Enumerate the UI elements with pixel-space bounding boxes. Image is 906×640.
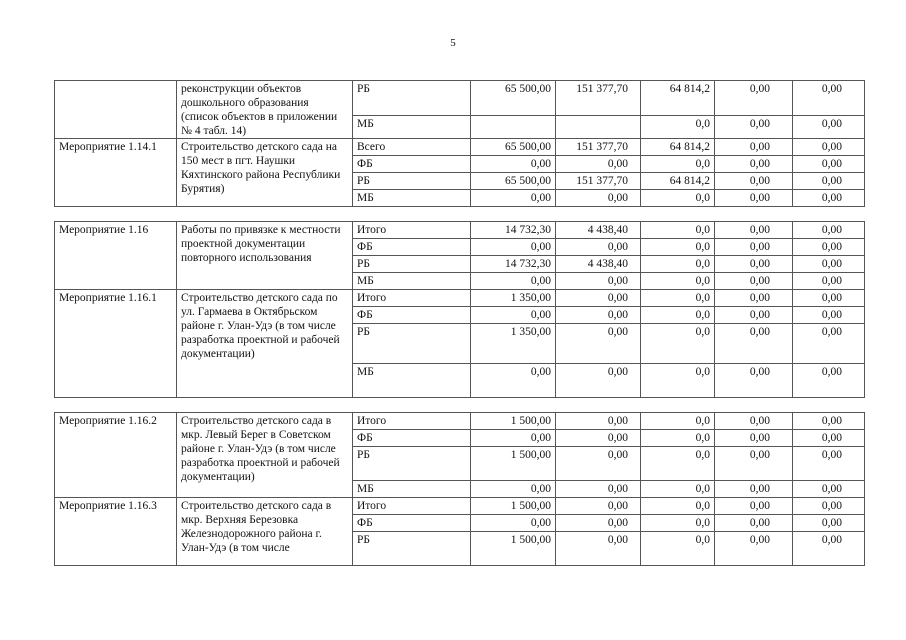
value-cell: 14 732,30 <box>471 256 556 273</box>
value-cell: 0,00 <box>556 156 641 173</box>
value-cell: 0,00 <box>793 273 865 290</box>
value-cell: 0,00 <box>556 364 641 398</box>
source-cell: РБ <box>353 324 471 364</box>
value-cell: 0,00 <box>793 364 865 398</box>
value-cell: 0,00 <box>471 190 556 207</box>
value-cell: 0,00 <box>715 447 793 481</box>
value-cell: 151 377,70 <box>556 139 641 156</box>
value-cell: 0,00 <box>556 498 641 515</box>
value-cell <box>471 115 556 138</box>
value-cell: 0,00 <box>471 156 556 173</box>
source-cell: ФБ <box>353 515 471 532</box>
value-cell: 0,00 <box>793 115 865 138</box>
value-cell: 0,00 <box>793 81 865 116</box>
source-cell: Всего <box>353 139 471 156</box>
value-cell: 0,0 <box>641 430 715 447</box>
value-cell: 0,0 <box>641 364 715 398</box>
source-cell: ФБ <box>353 430 471 447</box>
value-cell: 0,00 <box>793 413 865 430</box>
value-cell: 0,0 <box>641 498 715 515</box>
event-cell: Мероприятие 1.16 <box>55 222 177 290</box>
row-gap <box>55 207 865 222</box>
spacer-cell <box>55 398 865 413</box>
value-cell: 0,00 <box>793 222 865 239</box>
value-cell: 0,0 <box>641 115 715 138</box>
value-cell: 0,0 <box>641 481 715 498</box>
value-cell: 0,00 <box>556 290 641 307</box>
value-cell: 0,00 <box>556 190 641 207</box>
value-cell: 0,00 <box>471 307 556 324</box>
value-cell: 0,00 <box>556 430 641 447</box>
value-cell: 4 438,40 <box>556 222 641 239</box>
value-cell: 0,00 <box>793 481 865 498</box>
value-cell: 0,0 <box>641 222 715 239</box>
value-cell: 0,00 <box>793 447 865 481</box>
value-cell: 0,00 <box>556 307 641 324</box>
source-cell: МБ <box>353 190 471 207</box>
value-cell: 0,00 <box>793 256 865 273</box>
value-cell: 0,0 <box>641 290 715 307</box>
source-cell: МБ <box>353 115 471 138</box>
description-cell: Работы по привязке к местности проектной документации повторного использования <box>177 222 353 290</box>
source-cell: МБ <box>353 481 471 498</box>
value-cell: 0,00 <box>471 481 556 498</box>
value-cell: 0,00 <box>715 156 793 173</box>
value-cell: 0,00 <box>556 515 641 532</box>
value-cell: 0,0 <box>641 515 715 532</box>
value-cell: 0,00 <box>793 532 865 566</box>
event-cell: Мероприятие 1.14.1 <box>55 139 177 207</box>
value-cell: 64 814,2 <box>641 139 715 156</box>
value-cell: 0,0 <box>641 324 715 364</box>
value-cell: 14 732,30 <box>471 222 556 239</box>
value-cell: 0,00 <box>715 222 793 239</box>
value-cell: 0,00 <box>793 239 865 256</box>
value-cell: 0,00 <box>793 324 865 364</box>
table-row <box>55 498 865 515</box>
spacer-cell <box>55 207 865 222</box>
row-gap <box>55 398 865 413</box>
source-cell: ФБ <box>353 307 471 324</box>
value-cell: 65 500,00 <box>471 81 556 116</box>
value-cell: 0,00 <box>471 239 556 256</box>
value-cell <box>556 115 641 138</box>
value-cell: 0,00 <box>793 498 865 515</box>
value-cell: 0,00 <box>715 481 793 498</box>
value-cell: 0,00 <box>471 430 556 447</box>
value-cell: 0,00 <box>793 290 865 307</box>
source-cell: РБ <box>353 81 471 116</box>
value-cell: 0,00 <box>793 156 865 173</box>
value-cell: 0,00 <box>793 173 865 190</box>
value-cell: 0,00 <box>471 273 556 290</box>
source-cell: Итого <box>353 413 471 430</box>
value-cell: 0,0 <box>641 447 715 481</box>
description-cell: Строительство детского сада в мкр. Левый Берег в Советском районе г. Улан-Удэ (в том числе разработка проектной и рабочей документации) <box>177 413 353 498</box>
value-cell: 0,00 <box>715 515 793 532</box>
value-cell: 1 500,00 <box>471 532 556 566</box>
description-cell: реконструкции объектов дошкольного образования (список объектов в приложении № 4 табл. 14) <box>177 81 353 139</box>
value-cell: 0,00 <box>793 307 865 324</box>
value-cell: 0,0 <box>641 239 715 256</box>
value-cell: 0,0 <box>641 190 715 207</box>
source-cell: ФБ <box>353 239 471 256</box>
value-cell: 0,0 <box>641 273 715 290</box>
value-cell: 0,00 <box>715 324 793 364</box>
value-cell: 0,00 <box>715 115 793 138</box>
value-cell: 0,00 <box>715 256 793 273</box>
value-cell: 151 377,70 <box>556 173 641 190</box>
value-cell: 0,00 <box>793 515 865 532</box>
budget-table <box>54 80 865 566</box>
event-cell: Мероприятие 1.16.1 <box>55 290 177 398</box>
description-cell: Строительство детского сада по ул. Гармаева в Октябрьском районе г. Улан-Удэ (в том числе разработка проектной и рабочей документации) <box>177 290 353 398</box>
value-cell: 0,00 <box>715 139 793 156</box>
value-cell: 0,00 <box>556 413 641 430</box>
source-cell: МБ <box>353 273 471 290</box>
value-cell: 1 500,00 <box>471 447 556 481</box>
value-cell: 64 814,2 <box>641 81 715 116</box>
value-cell: 0,0 <box>641 532 715 566</box>
table-row <box>55 139 865 156</box>
value-cell: 0,00 <box>715 239 793 256</box>
value-cell: 151 377,70 <box>556 81 641 116</box>
value-cell: 0,00 <box>715 364 793 398</box>
value-cell: 0,00 <box>715 430 793 447</box>
value-cell: 0,0 <box>641 256 715 273</box>
value-cell: 0,00 <box>715 81 793 116</box>
source-cell: РБ <box>353 447 471 481</box>
source-cell: РБ <box>353 256 471 273</box>
value-cell: 0,00 <box>793 430 865 447</box>
value-cell: 0,00 <box>715 190 793 207</box>
value-cell: 0,00 <box>556 239 641 256</box>
value-cell: 64 814,2 <box>641 173 715 190</box>
value-cell: 65 500,00 <box>471 139 556 156</box>
value-cell: 0,00 <box>715 532 793 566</box>
value-cell: 1 500,00 <box>471 498 556 515</box>
value-cell: 0,0 <box>641 156 715 173</box>
value-cell: 0,00 <box>715 307 793 324</box>
value-cell: 0,00 <box>793 139 865 156</box>
value-cell: 0,00 <box>715 173 793 190</box>
value-cell: 0,00 <box>471 515 556 532</box>
value-cell: 0,00 <box>471 364 556 398</box>
value-cell: 0,0 <box>641 307 715 324</box>
value-cell: 1 350,00 <box>471 290 556 307</box>
value-cell: 1 350,00 <box>471 324 556 364</box>
value-cell: 0,00 <box>556 481 641 498</box>
table-row <box>55 290 865 307</box>
page-number: 5 <box>450 37 456 49</box>
table-row <box>55 413 865 430</box>
table-row <box>55 222 865 239</box>
event-cell: Мероприятие 1.16.3 <box>55 498 177 566</box>
value-cell: 0,00 <box>556 532 641 566</box>
value-cell: 0,00 <box>715 273 793 290</box>
event-cell: Мероприятие 1.16.2 <box>55 413 177 498</box>
source-cell: Итого <box>353 290 471 307</box>
description-cell: Строительство детского сада на 150 мест в пгт. Наушки Кяхтинского района Республики Бурятия) <box>177 139 353 207</box>
value-cell: 0,00 <box>556 447 641 481</box>
description-cell: Строительство детского сада в мкр. Верхняя Березовка Железнодорожного района г. Улан-Удэ (в том числе <box>177 498 353 566</box>
value-cell: 0,00 <box>556 324 641 364</box>
source-cell: Итого <box>353 498 471 515</box>
table-row <box>55 81 865 116</box>
source-cell: Итого <box>353 222 471 239</box>
value-cell: 0,0 <box>641 413 715 430</box>
value-cell: 1 500,00 <box>471 413 556 430</box>
source-cell: МБ <box>353 364 471 398</box>
source-cell: РБ <box>353 173 471 190</box>
event-cell <box>55 81 177 139</box>
value-cell: 0,00 <box>715 290 793 307</box>
value-cell: 4 438,40 <box>556 256 641 273</box>
value-cell: 0,00 <box>556 273 641 290</box>
value-cell: 65 500,00 <box>471 173 556 190</box>
value-cell: 0,00 <box>715 413 793 430</box>
source-cell: ФБ <box>353 156 471 173</box>
source-cell: РБ <box>353 532 471 566</box>
value-cell: 0,00 <box>793 190 865 207</box>
value-cell: 0,00 <box>715 498 793 515</box>
